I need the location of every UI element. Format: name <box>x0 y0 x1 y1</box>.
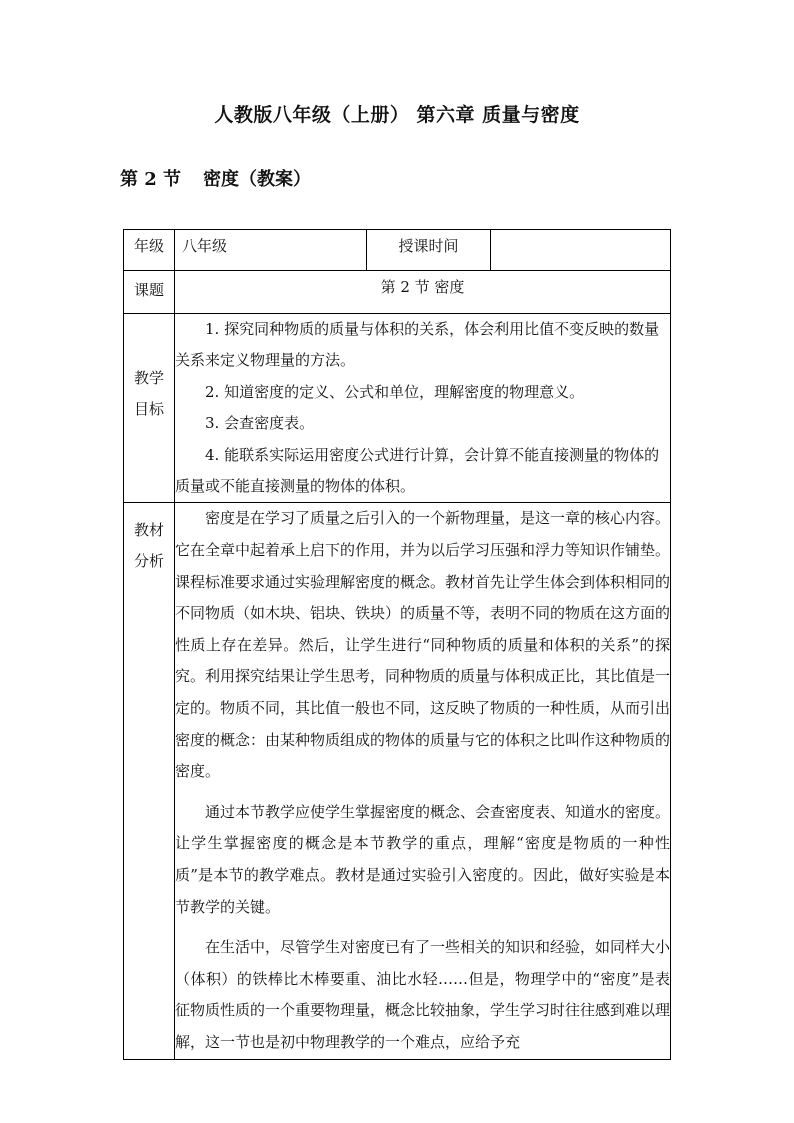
lesson-plan-table <box>123 229 671 1060</box>
topic-row <box>124 271 671 314</box>
grade-label: 年级 <box>124 230 175 271</box>
goals-label <box>124 314 175 503</box>
analysis-paragraph: 在生活中，尽管学生对密度已有了一些相关的知识和经验，如同样大小（体积）的铁棒比木棒要重、油比水轻……但是，物理学中的“密度”是表征物质性质的一个重要物理量，概念比较抽象，学生学习时往往感到难以理解，这一节也是初中物理教学的一个难点，应给予充 <box>175 938 671 1051</box>
section-heading <box>120 165 311 191</box>
goals-label-line: 教学 <box>133 369 164 387</box>
analysis-content <box>175 503 671 1059</box>
goals-label-line: 目标 <box>133 400 164 418</box>
grade-row <box>124 230 671 271</box>
document-title: 人教版八年级（上册） 第六章 质量与密度 <box>214 104 580 126</box>
section-name: 密度（教案） <box>203 169 312 190</box>
time-label: 授课时间 <box>367 230 491 271</box>
goal-item: 1. 探究同种物质的质量与体积的关系，体会利用比值不变反映的数量关系来定义物理量的方法。 <box>175 320 660 370</box>
goal-item: 2. 知道密度的定义、公式和单位，理解密度的物理意义。 <box>205 382 585 401</box>
grade-value: 八年级 <box>175 230 367 271</box>
analysis-label-line: 教材 <box>133 521 164 540</box>
section-number: 第 2 节 <box>120 169 182 190</box>
analysis-label <box>124 503 175 1059</box>
goals-content <box>175 314 671 503</box>
time-value <box>491 230 671 271</box>
topic-value: 第 2 节 密度 <box>175 271 671 314</box>
goal-item: 4. 能联系实际运用密度公式进行计算，会计算不能直接测量的物体的质量或不能直接测量的物体的体积。 <box>175 445 660 496</box>
topic-label: 课题 <box>124 271 175 314</box>
analysis-label-line: 分析 <box>133 552 164 571</box>
analysis-row <box>124 503 671 1059</box>
analysis-paragraph: 通过本节教学应使学生掌握密度的概念、会查密度表、知道水的密度。让学生掌握密度的概念是本节教学的重点，理解“密度是物质的一种性质”是本节的教学难点。教材是通过实验引入密度的。因此，做好实验是本节教学的关键。 <box>175 802 671 916</box>
goals-row <box>124 314 671 503</box>
analysis-paragraph: 密度是在学习了质量之后引入的一个新物理量，是这一章的核心内容。它在全章中起着承上启下的作用，并为以后学习压强和浮力等知识作铺垫。课程标准要求通过实验理解密度的概念。教材首先让学生体会到体积相同的不同物质（如木块、铝块、铁块）的质量不等，表明不同的物质在这方面的性质上存在差异。然后，让学生进行“同种物质的质量和体积的关系”的探究。利用探究结果让学生思考，同种物质的质量与体积成正比，其比值是一定的。物质不同，其比值一般也不同，这反映了物质的一种性质，从而引出密度的概念：由某种物质组成的物体的质量与它的体积之比叫作这种物质的密度。 <box>175 509 671 781</box>
goal-item: 3. 会查密度表。 <box>205 414 315 433</box>
